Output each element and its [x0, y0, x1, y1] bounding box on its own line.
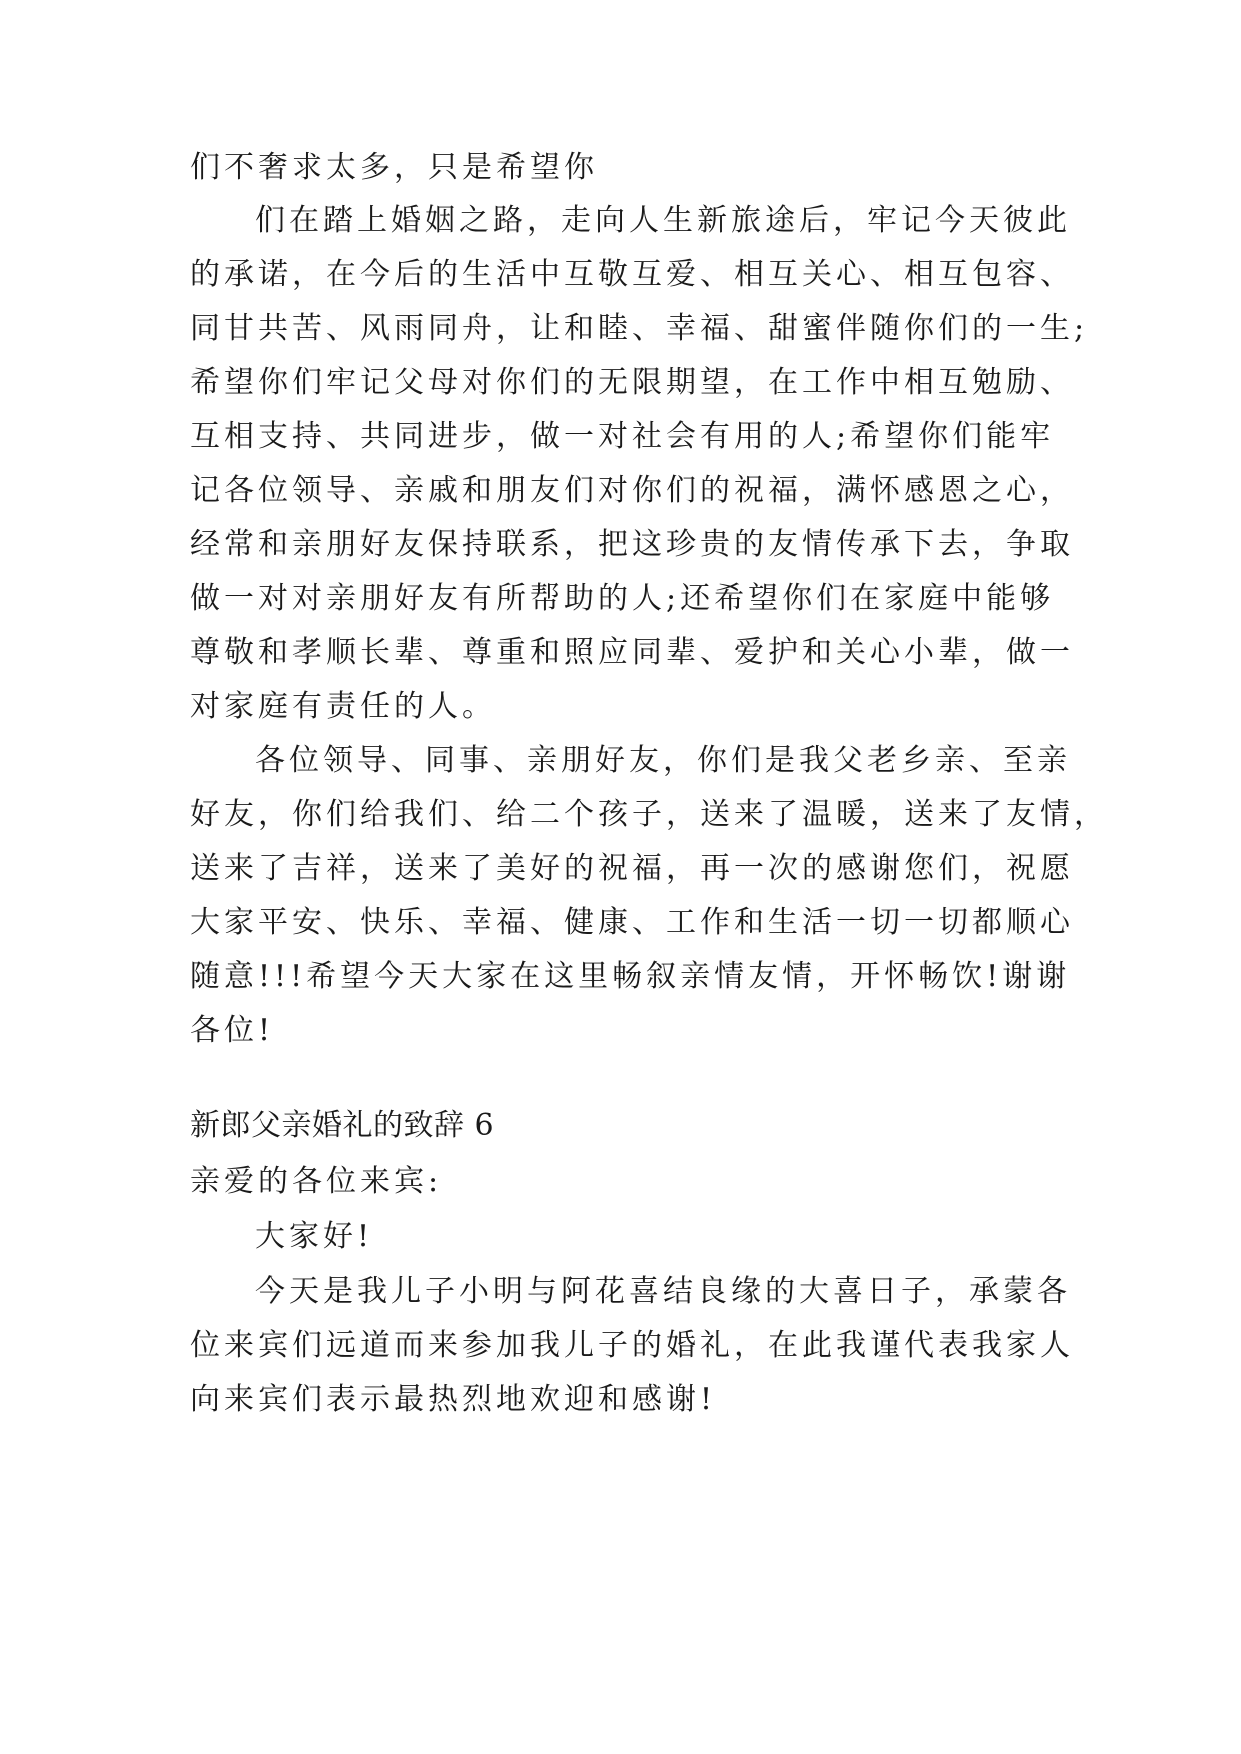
- salutation: 亲爱的各位来宾:: [190, 1164, 443, 1199]
- text-line: 好友，你们给我们、给二个孩子，送来了温暖，送来了友情，: [190, 797, 1108, 832]
- text-line: 位来宾们远道而来参加我儿子的婚礼，在此我谨代表我家人: [190, 1328, 1074, 1363]
- text-line: 互相支持、共同进步，做一对社会有用的人;希望你们能牢: [190, 419, 1055, 454]
- text-line: 各位!: [190, 1013, 275, 1048]
- text-line: 们在踏上婚姻之路，走向人生新旅途后，牢记今天彼此: [255, 203, 1071, 238]
- text-line: 大家平安、快乐、幸福、健康、工作和生活一切一切都顺心: [190, 905, 1074, 940]
- text-line: 尊敬和孝顺长辈、尊重和照应同辈、爱护和关心小辈，做一: [190, 635, 1074, 670]
- text-line: 做一对对亲朋好友有所帮助的人;还希望你们在家庭中能够: [190, 581, 1055, 616]
- text-line: 经常和亲朋好友保持联系，把这珍贵的友情传承下去，争取: [190, 527, 1074, 562]
- text-line: 们不奢求太多，只是希望你: [190, 150, 598, 185]
- section-title: 新郎父亲婚礼的致辞 6: [190, 1108, 495, 1143]
- text-line: 同甘共苦、风雨同舟，让和睦、幸福、甜蜜伴随你们的一生;: [190, 311, 1089, 346]
- greeting: 大家好!: [255, 1219, 374, 1254]
- text-line: 的承诺，在今后的生活中互敬互爱、相互关心、相互包容、: [190, 257, 1074, 292]
- text-line: 随意!!!希望今天大家在这里畅叙亲情友情，开怀畅饮!谢谢: [190, 959, 1071, 994]
- text-line: 希望你们牢记父母对你们的无限期望，在工作中相互勉励、: [190, 365, 1074, 400]
- text-line: 向来宾们表示最热烈地欢迎和感谢!: [190, 1382, 717, 1417]
- text-line: 各位领导、同事、亲朋好友，你们是我父老乡亲、至亲: [255, 743, 1071, 778]
- text-line: 对家庭有责任的人。: [190, 689, 496, 724]
- text-line: 送来了吉祥，送来了美好的祝福，再一次的感谢您们，祝愿: [190, 851, 1074, 886]
- text-line: 记各位领导、亲戚和朋友们对你们的祝福，满怀感恩之心，: [190, 473, 1074, 508]
- text-line: 今天是我儿子小明与阿花喜结良缘的大喜日子，承蒙各: [255, 1274, 1071, 1309]
